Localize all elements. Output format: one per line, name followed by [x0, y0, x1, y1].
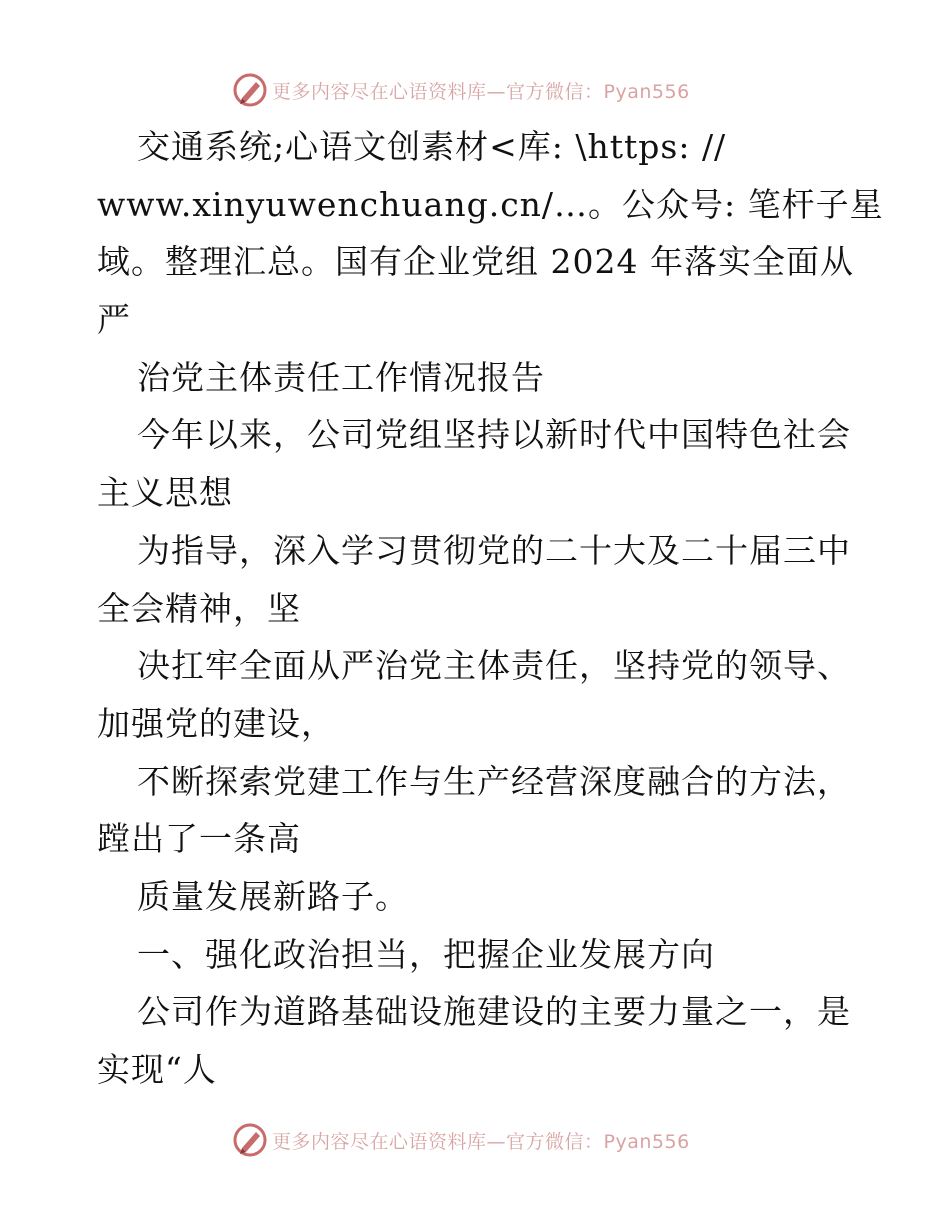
- text-line: 为指导，深入学习贯彻党的二十大及二十届三中: [137, 530, 851, 570]
- text-line: 严: [97, 300, 131, 340]
- text-line: 主义思想: [97, 473, 233, 513]
- text-line: 公司作为道路基础设施建设的主要力量之一，是: [137, 992, 851, 1032]
- text-line: 蹚出了一条高: [97, 819, 301, 859]
- text-line: www.xinyuwenchuang.cn/…。公众号: 笔杆子星: [97, 184, 884, 224]
- text-line: 交通系统;心语文创素材<库: \https: //: [137, 127, 727, 166]
- text-line: 质量发展新路子。: [137, 876, 409, 916]
- text-line: 不断探索党建工作与生产经营深度融合的方法，: [137, 761, 851, 801]
- footer-watermark: [232, 1120, 690, 1160]
- header-watermark: [232, 70, 690, 110]
- text-line: 今年以来，公司党组坚持以新时代中国特色社会: [137, 415, 851, 455]
- pen-logo-icon: [232, 72, 268, 108]
- pen-logo-icon: [232, 1122, 268, 1158]
- document-body: [97, 118, 884, 1099]
- section-heading-line: 一、强化政治担当，把握企业发展方向: [137, 934, 715, 974]
- footer-watermark-text: 更多内容尽在心语资料库—官方微信：Pyan556: [272, 1130, 690, 1153]
- document-title-line: 治党主体责任工作情况报告: [137, 357, 545, 397]
- text-line: 决扛牢全面从严治党主体责任，坚持党的领导、: [137, 646, 851, 686]
- text-line: 域。整理汇总。国有企业党组 2024 年落实全面从: [97, 242, 854, 282]
- text-line: 实现“人: [97, 1050, 217, 1089]
- text-line: 加强党的建设，: [97, 703, 335, 743]
- header-watermark-text: 更多内容尽在心语资料库—官方微信：Pyan556: [272, 80, 690, 103]
- text-line: 全会精神，坚: [97, 588, 301, 628]
